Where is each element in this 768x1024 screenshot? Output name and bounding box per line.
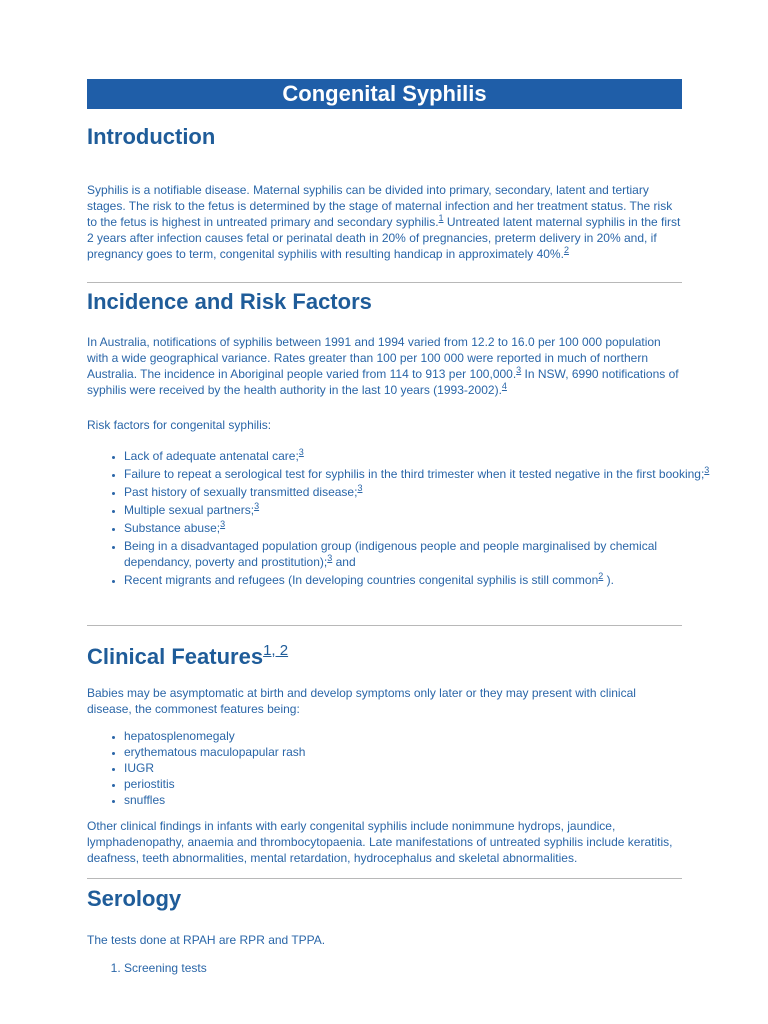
footnote-link[interactable]: 2	[563, 245, 569, 255]
serology-paragraph: The tests done at RPAH are RPR and TPPA.	[87, 933, 326, 947]
list-item: • Substance abuse;$^3$	[124, 520, 720, 536]
footnote-link[interactable]: 3	[357, 483, 363, 493]
risk-intro: Risk factors for congenital syphilis:	[87, 418, 272, 432]
list-item: • Multiple sexual partners;$^3$	[124, 502, 720, 518]
clinical-findings-paragraph: Other clinical findings in infants with early congenital syphilis include nonimmune hydrops, jaundice, lymphadenopathy, anaemia and thrombocytopaenia. Late manifestations of untreated syphilis include keratitis, deafness, teeth abnormalities, mental retardation, hydrocephalus and skeletal abnormalities.	[87, 819, 673, 865]
page-title: Congenital Syphilis	[87, 79, 682, 109]
footnote-link[interactable]: 3	[298, 447, 304, 457]
incidence-text-2: In NSW, 6990 notifications of syphilis were received by the health authority in the last 10 years (1993-2002).	[87, 367, 679, 397]
list-item: 1. Screening tests	[124, 960, 720, 976]
list-item: • periostitis	[124, 776, 720, 792]
section-heading-introduction: Introduction	[87, 124, 216, 149]
list-item: • Lack of adequate antenatal care;$^3$	[124, 448, 720, 464]
footnote-link[interactable]: 3	[327, 553, 333, 563]
footnote-link[interactable]: 2	[598, 571, 604, 581]
intro-text-1: Syphilis is a notifiable disease. Maternal syphilis can be divided into primary, secondary, latent and tertiary stages. The risk to the fetus is determined by the stage of maternal infection and her treatment status. The risk to the fetus is highest in untreated primary and secondary syphilis.	[87, 183, 673, 229]
section-divider	[87, 625, 682, 626]
section-heading-incidence: Incidence and Risk Factors	[87, 289, 372, 314]
intro-paragraph	[87, 182, 683, 262]
footnote-link[interactable]: 4	[501, 381, 507, 391]
section-heading-clinical: Clinical Features$^{1, 2}$	[87, 642, 289, 669]
footnote-link[interactable]: 3	[516, 365, 522, 375]
clinical-feature-list	[87, 728, 720, 808]
section-divider	[87, 282, 682, 283]
footnote-link[interactable]: 3	[254, 501, 260, 511]
clinical-paragraph: Babies may be asymptomatic at birth and develop symptoms only later or they may present with clinical disease, the commonest features being:	[87, 686, 636, 716]
serology-step-list	[87, 960, 720, 976]
incidence-paragraph	[87, 334, 683, 398]
footnote-link[interactable]: 3	[704, 465, 710, 475]
list-item: • snuffles	[124, 792, 720, 808]
list-item: • Recent migrants and refugees (In developing countries congenital syphilis is still common$^2$ ).	[124, 572, 720, 588]
section-heading-serology: Serology	[87, 886, 182, 911]
list-item: • Failure to repeat a serological test for syphilis in the third trimester when it tested negative in the first booking;$^3$	[124, 466, 720, 482]
risk-factor-list	[87, 448, 720, 590]
section-divider	[87, 878, 682, 879]
footnote-link[interactable]: 1	[438, 213, 444, 223]
list-item: • erythematous maculopapular rash	[124, 744, 720, 760]
incidence-text-1: In Australia, notifications of syphilis between 1991 and 1994 varied from 12.2 to 16.0 per 100 000 population with a wide geographical variance. Rates greater than 100 per 100 000 were reported in much of northern Australia. The incidence in Aboriginal people varied from 114 to 913 per 100,000.	[87, 335, 661, 381]
list-item: • Being in a disadvantaged population group (indigenous people and people marginalised by chemical dependancy, poverty and prostitution);$^3$ and	[124, 538, 720, 570]
intro-text-2: Untreated latent maternal syphilis in the first 2 years after infection causes fetal or perinatal death in 20% of pregnancies, preterm delivery in 20% and, if pregnancy goes to term, congenital syphilis with resulting handicap in approximately 40%.	[87, 215, 681, 261]
footnote-link[interactable]: 3	[220, 519, 226, 529]
list-item: • Past history of sexually transmitted disease;$^3$	[124, 484, 720, 500]
footnote-link[interactable]: 1, 2	[263, 642, 289, 659]
list-item: • IUGR	[124, 760, 720, 776]
list-item: • hepatosplenomegaly	[124, 728, 720, 744]
